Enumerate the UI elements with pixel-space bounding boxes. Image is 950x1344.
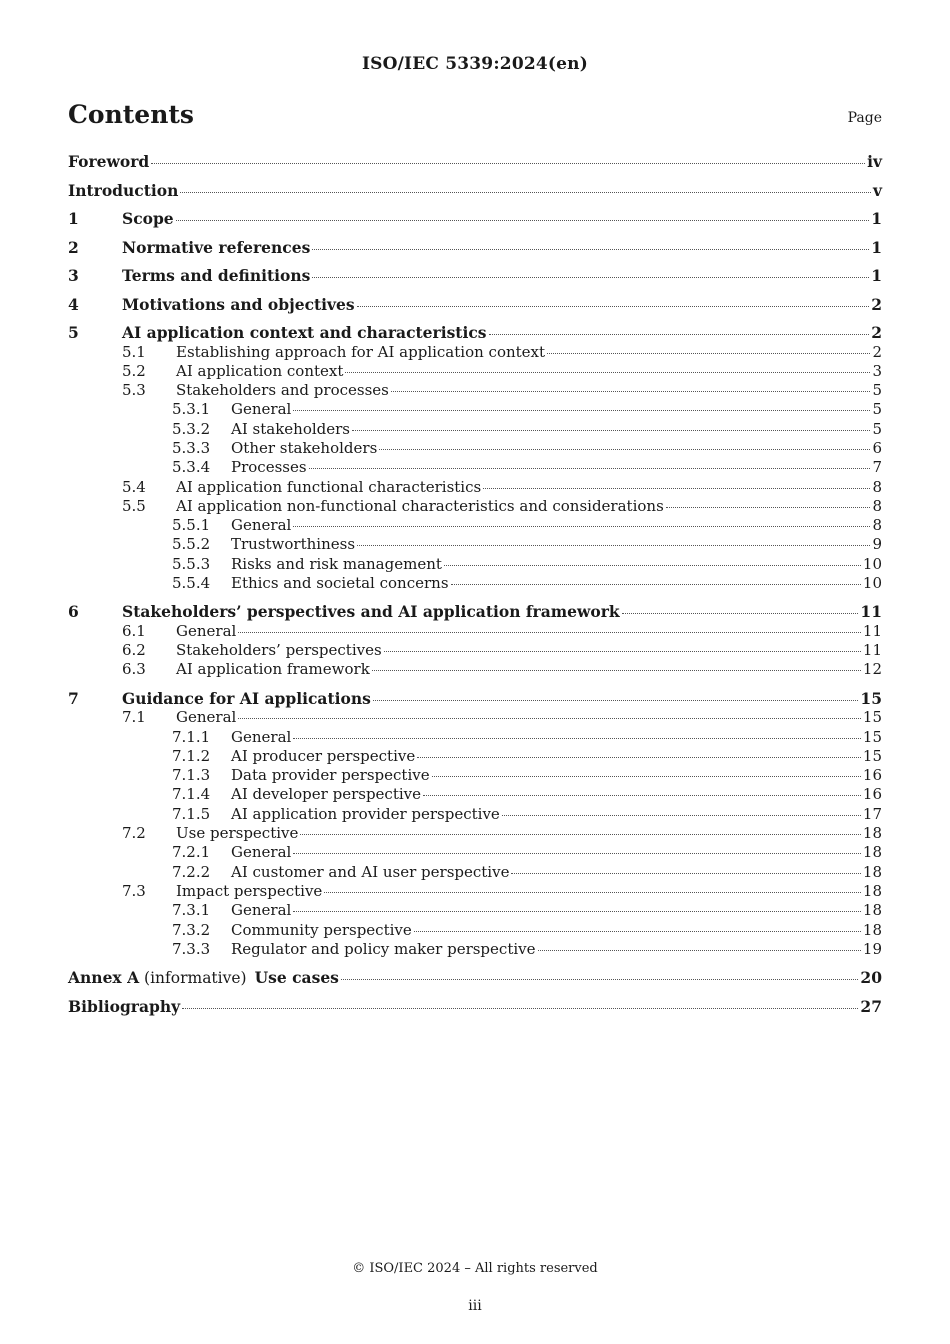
toc-entry-title: AI producer perspective xyxy=(231,746,416,765)
toc-entry-title: General xyxy=(231,400,292,419)
toc-dot-leader xyxy=(300,834,861,835)
toc-entry-page: 2 xyxy=(871,294,882,314)
toc-entry[interactable] xyxy=(68,863,882,882)
toc-entry-page: 5 xyxy=(872,419,882,438)
toc-entry[interactable] xyxy=(68,458,882,477)
toc-dot-leader xyxy=(345,372,870,373)
toc-dot-leader xyxy=(293,526,870,527)
toc-entry-title: Establishing approach for AI application context xyxy=(176,342,546,361)
toc-entry-number: 1 xyxy=(68,209,79,228)
toc-entry-number: 7.3.1 xyxy=(172,901,211,920)
toc-entry-number: 7.1.1 xyxy=(172,727,211,746)
toc-dot-leader xyxy=(384,651,861,652)
toc-entry[interactable] xyxy=(68,747,882,766)
toc-entry-number: 6.2 xyxy=(122,641,146,660)
toc-entry[interactable] xyxy=(68,381,882,400)
toc-dot-leader xyxy=(423,795,861,796)
toc-entry[interactable] xyxy=(68,323,882,343)
toc-entry-title: Normative references xyxy=(122,237,311,257)
toc-entry-annex-title: Use cases xyxy=(254,968,339,988)
toc-entry[interactable] xyxy=(68,940,882,959)
toc-dot-leader xyxy=(312,249,869,250)
toc-entry[interactable] xyxy=(68,843,882,862)
toc-entry-page: 5 xyxy=(872,381,882,400)
toc-entry-title: AI application functional characteristics xyxy=(176,477,482,496)
toc-entry[interactable] xyxy=(68,295,882,315)
toc-entry-title: Foreword xyxy=(68,152,150,171)
toc-entry-number: 7.1.3 xyxy=(172,766,211,785)
toc-dot-leader xyxy=(414,931,861,932)
toc-entry[interactable] xyxy=(68,602,882,622)
toc-entry-number: 7.1.4 xyxy=(172,785,211,804)
toc-entry-title: Ethics and societal concerns xyxy=(231,574,449,593)
toc-entry-page: 15 xyxy=(862,746,882,765)
toc-entry-title: AI application provider perspective xyxy=(231,804,500,823)
toc-dot-leader xyxy=(352,430,870,431)
toc-entry-page: 6 xyxy=(872,438,882,457)
toc-dot-leader xyxy=(451,584,861,585)
contents-title: Contents xyxy=(68,100,195,129)
toc-dot-leader xyxy=(502,815,861,816)
toc-dot-leader xyxy=(357,545,870,546)
toc-entry-page: 27 xyxy=(860,996,882,1016)
toc-entry-title: AI application non-functional characteristics and considerations xyxy=(176,496,664,515)
toc-entry-title: Terms and definitions xyxy=(122,266,311,285)
toc-entry-title: General xyxy=(231,516,292,535)
toc-entry[interactable] xyxy=(68,805,882,824)
toc-entry-page: 10 xyxy=(862,574,882,593)
toc-dot-leader xyxy=(489,334,870,335)
toc-entry[interactable] xyxy=(68,641,882,660)
toc-entry[interactable] xyxy=(68,708,882,727)
page-column-label: Page xyxy=(847,110,882,126)
toc-entry[interactable] xyxy=(68,439,882,458)
toc-entry-title: Community perspective xyxy=(231,920,412,939)
toc-entry-number: 7 xyxy=(68,688,79,708)
toc-entry-page: 15 xyxy=(860,688,882,708)
toc-entry-title: Stakeholders and processes xyxy=(176,381,389,400)
toc-entry-number: 7.2 xyxy=(122,824,146,843)
toc-entry-number: 5.5 xyxy=(122,496,146,515)
toc-entry-title: AI application context xyxy=(176,361,344,380)
toc-entry[interactable] xyxy=(68,362,882,381)
toc-entry-number: 5.3.4 xyxy=(172,458,211,477)
toc-entry-page: iv xyxy=(867,152,882,171)
toc-entry-page: 8 xyxy=(872,496,882,515)
toc-entry-page: 10 xyxy=(862,554,882,573)
toc-entry-title: Bibliography xyxy=(68,996,181,1016)
toc-entry-number: 5.3.3 xyxy=(172,438,211,457)
toc-entry[interactable] xyxy=(68,728,882,747)
toc-dot-leader xyxy=(312,277,869,278)
toc-dot-leader xyxy=(511,873,860,874)
toc-entry-page: 18 xyxy=(862,862,882,881)
toc-dot-leader xyxy=(238,718,861,719)
toc-dot-leader xyxy=(622,613,859,614)
footer-page-number: iii xyxy=(468,1298,482,1314)
toc-entry-page: 19 xyxy=(862,939,882,958)
toc-entry-number: 5 xyxy=(68,323,79,342)
toc-entry-page: 11 xyxy=(860,602,882,622)
footer-copyright: © ISO/IEC 2024 – All rights reserved xyxy=(352,1261,598,1276)
toc-entry-title: AI customer and AI user perspective xyxy=(231,862,510,881)
toc-entry-page: 18 xyxy=(862,881,882,900)
toc-entry-number: 5.5.3 xyxy=(172,554,211,573)
toc-entry-title: General xyxy=(176,621,237,640)
toc-dot-leader xyxy=(379,449,870,450)
toc-entry[interactable] xyxy=(68,535,882,554)
toc-entry-title: Stakeholders’ perspectives and AI application framework xyxy=(122,602,620,622)
toc-entry-number: 2 xyxy=(68,237,79,257)
table-of-contents xyxy=(68,152,882,1016)
toc-dot-leader xyxy=(444,565,861,566)
toc-entry-number: 6.1 xyxy=(122,621,146,640)
toc-dot-leader xyxy=(547,353,870,354)
toc-entry[interactable] xyxy=(68,152,882,172)
toc-entry[interactable] xyxy=(68,921,882,940)
toc-entry-page: 18 xyxy=(862,824,882,843)
toc-entry-number: 7.2.2 xyxy=(172,862,211,881)
toc-dot-leader xyxy=(176,220,870,221)
toc-entry[interactable] xyxy=(68,343,882,362)
toc-entry-page: 1 xyxy=(871,237,882,257)
toc-entry-number: 5.2 xyxy=(122,361,146,380)
toc-entry-number: 7.3.3 xyxy=(172,939,211,958)
toc-entry-number: 5.5.1 xyxy=(172,516,211,535)
toc-entry-page: 7 xyxy=(872,458,882,477)
toc-entry-page: 15 xyxy=(862,708,882,727)
toc-entry-title: AI application framework xyxy=(176,660,370,679)
toc-entry-title: Annex A (informative) Use cases xyxy=(68,968,339,988)
toc-entry-page: 16 xyxy=(862,766,882,785)
toc-dot-leader xyxy=(391,391,871,392)
toc-entry-number: 7.1.2 xyxy=(172,746,211,765)
toc-entry[interactable] xyxy=(68,785,882,804)
toc-entry-title: General xyxy=(176,708,237,727)
toc-entry-title: AI application context and characteristics xyxy=(122,323,487,342)
toc-entry-page: 20 xyxy=(860,968,882,988)
toc-entry-title: AI developer perspective xyxy=(231,785,422,804)
toc-entry-title: Motivations and objectives xyxy=(122,294,355,314)
toc-dot-leader xyxy=(293,911,861,912)
toc-entry-title: Risks and risk management xyxy=(231,554,442,573)
toc-entry[interactable] xyxy=(68,689,882,709)
toc-entry[interactable] xyxy=(68,516,882,535)
toc-entry[interactable] xyxy=(68,824,882,843)
toc-entry-title: Guidance for AI applications xyxy=(122,688,371,708)
toc-entry-title: Data provider perspective xyxy=(231,766,430,785)
toc-entry-title: Processes xyxy=(231,458,307,477)
toc-entry[interactable] xyxy=(68,478,882,497)
toc-dot-leader xyxy=(324,892,861,893)
toc-dot-leader xyxy=(538,950,861,951)
toc-dot-leader xyxy=(417,757,861,758)
toc-entry-title: Impact perspective xyxy=(176,881,323,900)
toc-dot-leader xyxy=(293,853,861,854)
toc-dot-leader xyxy=(309,468,871,469)
toc-dot-leader xyxy=(293,738,861,739)
toc-dot-leader xyxy=(357,306,870,307)
toc-entry-title: Trustworthiness xyxy=(231,535,356,554)
toc-entry-page: 5 xyxy=(872,400,882,419)
toc-dot-leader xyxy=(180,192,871,193)
toc-dot-leader xyxy=(372,670,861,671)
toc-entry[interactable] xyxy=(68,400,882,419)
toc-entry-page: 1 xyxy=(871,266,882,285)
toc-entry-page: 2 xyxy=(871,323,882,342)
toc-entry-title: Scope xyxy=(122,209,174,228)
toc-entry-page: 18 xyxy=(862,920,882,939)
toc-entry-annex-type: (informative) xyxy=(144,969,247,988)
toc-dot-leader xyxy=(238,632,861,633)
toc-entry-number: 5.3.2 xyxy=(172,419,211,438)
toc-entry-number: 6 xyxy=(68,602,79,622)
toc-entry[interactable] xyxy=(68,266,882,286)
toc-entry-number: 7.1 xyxy=(122,708,146,727)
toc-entry-page: 3 xyxy=(872,361,882,380)
toc-entry[interactable] xyxy=(68,497,882,516)
toc-entry-title: Stakeholders’ perspectives xyxy=(176,641,382,660)
toc-entry-page: 17 xyxy=(862,804,882,823)
toc-entry-number: 5.1 xyxy=(122,342,146,361)
toc-entry-title: Introduction xyxy=(68,180,179,200)
toc-entry[interactable] xyxy=(68,622,882,641)
toc-entry-number: 5.4 xyxy=(122,477,146,496)
toc-dot-leader xyxy=(483,488,870,489)
toc-entry-page: 2 xyxy=(872,342,882,361)
toc-entry-title: Other stakeholders xyxy=(231,438,378,457)
toc-entry-title: General xyxy=(231,727,292,746)
toc-entry-number: 4 xyxy=(68,294,79,314)
toc-entry-title: Use perspective xyxy=(176,824,299,843)
toc-entry-number: 5.3 xyxy=(122,381,146,400)
toc-entry-page: 11 xyxy=(862,641,882,660)
toc-entry[interactable] xyxy=(68,882,882,901)
toc-entry-page: 8 xyxy=(872,477,882,496)
toc-entry-number: 7.3.2 xyxy=(172,920,211,939)
toc-entry-number: 7.1.5 xyxy=(172,804,211,823)
toc-entry[interactable] xyxy=(68,660,882,679)
toc-entry-page: 15 xyxy=(862,727,882,746)
toc-entry-number: 6.3 xyxy=(122,660,146,679)
toc-entry[interactable] xyxy=(68,766,882,785)
toc-entry-number: 5.5.4 xyxy=(172,574,211,593)
toc-entry-page: 18 xyxy=(862,843,882,862)
toc-entry[interactable] xyxy=(68,181,882,201)
document-header: ISO/IEC 5339:2024(en) xyxy=(362,54,588,74)
toc-entry-page: 1 xyxy=(871,209,882,228)
toc-dot-leader xyxy=(182,1008,858,1009)
toc-entry-number: 7.3 xyxy=(122,881,146,900)
toc-entry-page: 12 xyxy=(862,660,882,679)
toc-entry[interactable] xyxy=(68,209,882,229)
toc-entry[interactable] xyxy=(68,968,882,988)
toc-entry-page: 8 xyxy=(872,516,882,535)
toc-entry-page: v xyxy=(872,180,882,200)
toc-entry-title: General xyxy=(231,843,292,862)
toc-entry-number: 5.5.2 xyxy=(172,535,211,554)
toc-entry-page: 11 xyxy=(862,621,882,640)
toc-entry[interactable] xyxy=(68,574,882,593)
toc-dot-leader xyxy=(432,776,861,777)
toc-dot-leader xyxy=(341,979,859,980)
toc-entry-page: 18 xyxy=(862,901,882,920)
toc-entry[interactable] xyxy=(68,555,882,574)
toc-entry-page: 9 xyxy=(872,535,882,554)
toc-dot-leader xyxy=(666,507,871,508)
toc-entry[interactable] xyxy=(68,238,882,258)
toc-entry[interactable] xyxy=(68,997,882,1017)
toc-entry-title: General xyxy=(231,901,292,920)
toc-entry-number: 5.3.1 xyxy=(172,400,211,419)
toc-dot-leader xyxy=(151,163,865,164)
toc-entry-page: 16 xyxy=(862,785,882,804)
toc-dot-leader xyxy=(293,410,870,411)
toc-entry-number: 3 xyxy=(68,266,79,285)
toc-dot-leader xyxy=(373,700,859,701)
toc-entry-title: Regulator and policy maker perspective xyxy=(231,939,536,958)
toc-entry-title: AI stakeholders xyxy=(231,419,350,438)
toc-entry[interactable] xyxy=(68,901,882,920)
toc-entry-number: 7.2.1 xyxy=(172,843,211,862)
toc-entry[interactable] xyxy=(68,420,882,439)
